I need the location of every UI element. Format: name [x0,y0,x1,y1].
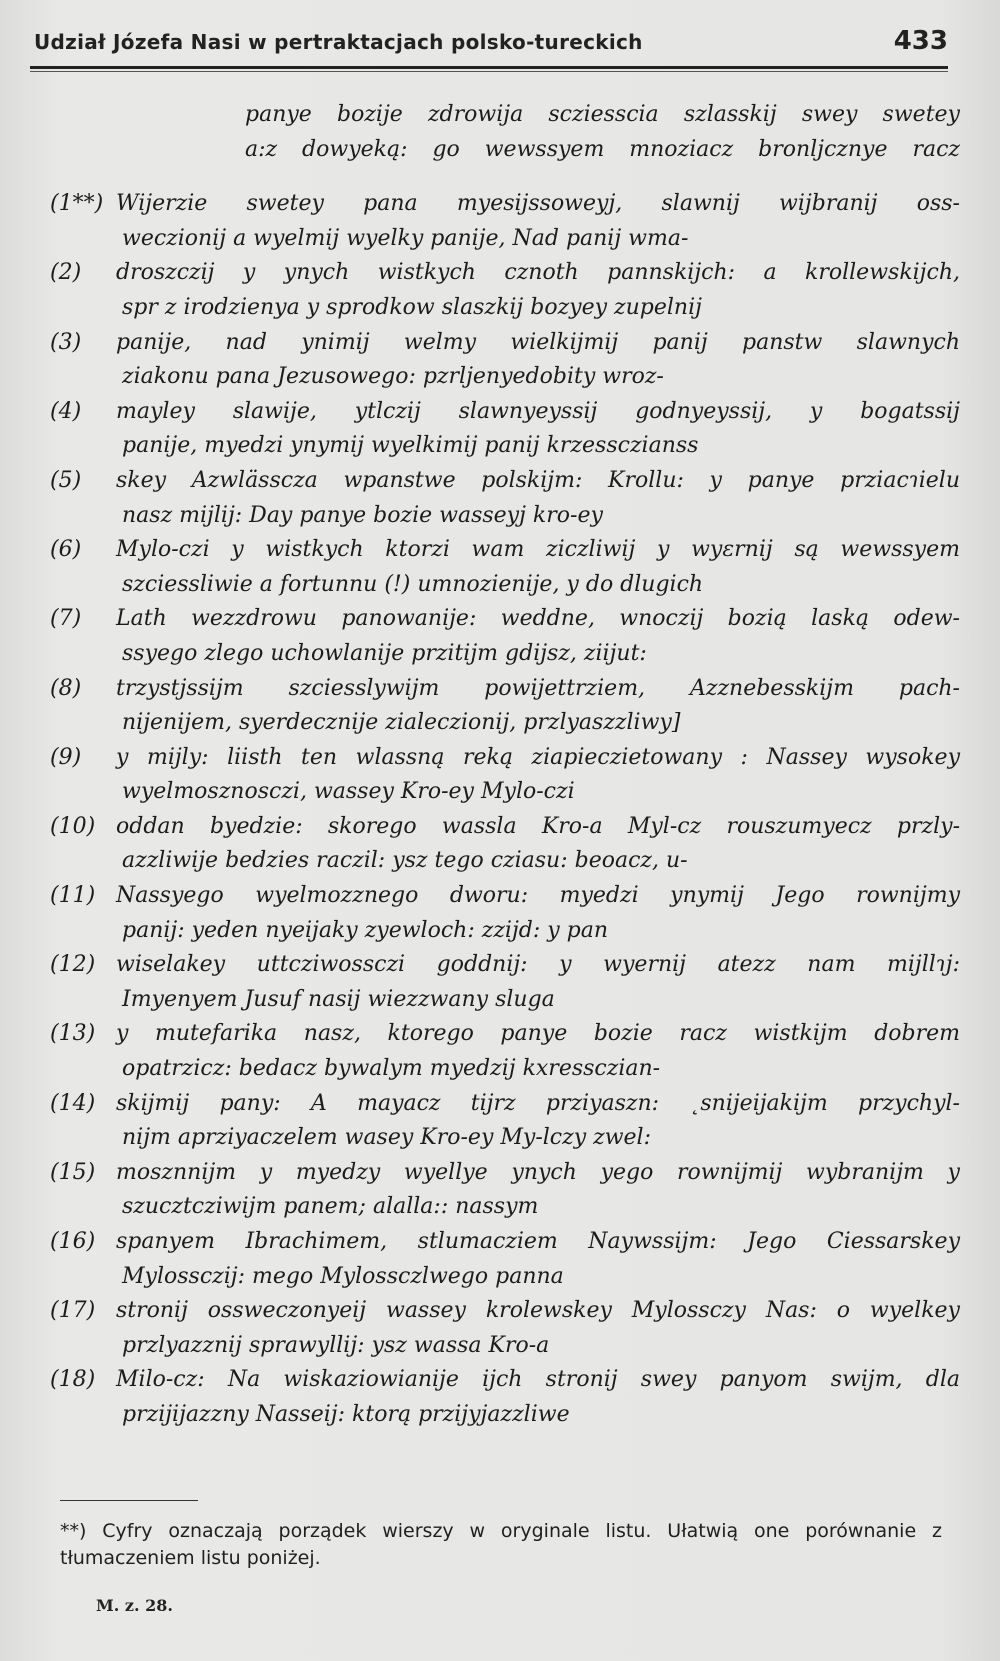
verse-line [50,1363,960,1398]
page-header [34,24,948,64]
page-number: 433 [893,26,948,56]
line-number: (7) [50,606,82,632]
continuation-text: weczionij a wyelmij wyelky panije, Nad panij wma- [122,225,689,251]
continuation-text: przlyazznij sprawyllij: ysz wassa Kro-a [122,1332,550,1358]
verse-continuation [50,775,960,810]
verse-line [50,1017,960,1052]
line-number: (16) [50,1229,96,1254]
line-number: (5) [50,467,82,493]
line-number: (12) [50,952,96,978]
line-text: Mylo-czi y wistkych ktorzi wam ziczliwij y wyɛrnij są wewssyem [116,537,960,563]
verse-line [50,464,960,499]
spacer [50,167,960,187]
verse-continuation [50,499,960,534]
verse-line [50,326,960,361]
verse-line [50,533,960,568]
line-number: (10) [50,813,96,839]
verse-line [50,1294,960,1329]
printer-signature: M. z. 28. [96,1596,173,1615]
line-number: (11) [50,883,96,909]
verse-continuation [50,1121,960,1156]
verse-continuation [50,844,960,879]
verse-line [50,810,960,845]
line-text: Lath wezzdrowu panowanije: weddne, wnoczij bozią laską odew- [116,606,960,632]
line-number: (8) [50,675,82,701]
line-text: oddan byedzie: skorego wassla Kro-a Myl-cz rouszumyecz przly- [116,813,960,839]
line-text: skijmij pany: A mayacz tijrz prziyaszn: ˛snijeijakijm przychyl- [116,1090,960,1116]
verse-line [50,602,960,637]
line-text: trzystjssijm szciesslywijm powijettrziem, Azznebesskijm pach- [116,675,960,701]
continuation-text: azzliwije bedzies raczil: ysz tego cziasu: beoacz, u- [122,848,688,874]
continuation-text: nasz mijlij: Day panye bozie wasseyj kro-ey [122,502,603,528]
continuation-text: opatrzicz: bedacz bywalym myedzij kxressczian- [122,1056,661,1082]
verse-continuation [50,1329,960,1364]
continuation-text: nijm aprziyaczelem wasey Kro-ey My-lczy zwel: [122,1125,652,1151]
footnote-text: Cyfry oznaczają porządek wierszy w oryginale listu. Ułatwią one porównanie z tłumaczeniem listu poniżej. [60,1520,942,1569]
line-text: skey Azwlässcza wpanstwe polskijm: Krollu: y panye prziacɿielu [116,467,960,493]
line-number: (18) [50,1367,96,1393]
verse-continuation [50,1190,960,1225]
intro-line [50,133,960,168]
continuation-text: przijijazzny Nasseij: ktorą przijyjazzliwe [122,1401,570,1427]
line-number: (14) [50,1090,96,1116]
continuation-text: ziakonu pana Jezusowego: pzrljenyedobity wroz- [122,364,664,390]
verse-continuation [50,1260,960,1295]
verse-continuation [50,914,960,949]
continuation-text: panije, myedzi ynymij wyelkimij panij krzessczianss [122,433,699,459]
line-text: Milo-cz: Na wiskaziowianije ijch stronij swey panyom swijm, dla [116,1367,960,1393]
verse-line [50,672,960,707]
continuation-text: panij: yeden nyeijaky zyewloch: zzijd: y pan [122,917,609,943]
footnote-marker: **) [60,1520,87,1542]
intro-line [50,98,960,133]
intro-line-text: a:z dowyeką: go wewssyem mnoziacz bronljcznye racz [245,136,960,162]
line-number: (13) [50,1021,96,1047]
running-head: Udział Józefa Nasi w pertraktacjach polsko-tureckich [34,30,643,54]
line-number: (2) [50,260,82,286]
numbered-lines [50,187,960,1432]
verse-continuation [50,360,960,395]
continuation-text: spr z irodzienya y sprodkow slaszkij bozyey zupelnij [122,294,702,320]
line-number: (1**) [50,191,104,217]
verse-line [50,256,960,291]
line-text: wiselakey uttcziwossczi goddnij: y wyernij atezz nam mijllɿj: [116,952,960,978]
footnote-rule [60,1500,198,1501]
line-text: y mijly: liisth ten wlassną reką ziapieczietowany : Nassey wysokey [116,744,960,770]
verse-line [50,1087,960,1122]
verse-line [50,187,960,222]
verse-continuation [50,222,960,257]
continuation-text: szciessliwie a fortunnu (!) umnozienije, y do dlugich [122,571,704,597]
verse-line [50,948,960,983]
line-text: panije, nad ynimij welmy wielkijmij panij panstw slawnych [116,329,960,355]
continuation-text: ssyego zlego uchowlanije przitijm gdijsz, ziijut: [122,640,647,666]
line-number: (15) [50,1159,96,1185]
line-text: droszczij y ynych wistkych cznoth pannskijch: a krollewskijch, [116,260,960,286]
line-number: (3) [50,329,82,355]
line-text: spanyem Ibrachimem, stlumacziem Naywssijm: Jego Ciessarskey [116,1229,960,1254]
header-rule [30,66,948,69]
verse-continuation [50,706,960,741]
verse-line [50,1156,960,1191]
verse-continuation [50,291,960,326]
verse-line [50,741,960,776]
continuation-text: szucztcziwijm panem; alalla:: nassym [122,1194,539,1220]
verse-continuation [50,1398,960,1433]
verse-continuation [50,429,960,464]
verse-continuation [50,637,960,672]
line-text: Nassyego wyelmozznego dworu: myedzi ynymij Jego rownijmy [116,883,960,909]
line-text: mayley slawije, ytlczij slawnyeyssij godnyeyssij, y bogatssij [116,398,960,424]
line-text: mosznnijm y myedzy wyellye ynych yego rownijmij wybranijm y [116,1159,960,1185]
continuation-text: nijenijem, syerdecznije zialeczionij, przlyaszzliwy] [122,710,681,736]
intro-line-text: panye bozije zdrowija scziesscia szlasskij swey swetey [245,102,960,127]
verse-line [50,395,960,430]
verse-continuation [50,568,960,603]
line-number: (9) [50,744,82,770]
line-text: y mutefarika nasz, ktorego panye bozie racz wistkijm dobrem [116,1021,960,1047]
continuation-text: wyelmosznosczi, wassey Kro-ey Mylo-czi [122,779,575,805]
line-text: stronij ossweczonyeij wassey krolewskey Mylossczy Nas: o wyelkey [116,1298,960,1324]
continuation-text: Mylossczij: mego Mylossczlwego panna [122,1263,564,1289]
verse-continuation [50,1052,960,1087]
line-number: (4) [50,398,82,424]
line-number: (17) [50,1298,96,1324]
header-rule-thin [30,71,948,72]
verse-continuation [50,983,960,1018]
letter-transcription [50,98,960,1433]
verse-line [50,879,960,914]
line-text: Wijerzie swetey pana myesijssoweyj, slawnij wijbranij oss- [116,191,960,217]
verse-line [50,1225,960,1260]
footnote [60,1518,942,1572]
line-number: (6) [50,537,82,563]
continuation-text: Imyenyem Jusuf nasij wiezzwany sluga [122,986,555,1012]
